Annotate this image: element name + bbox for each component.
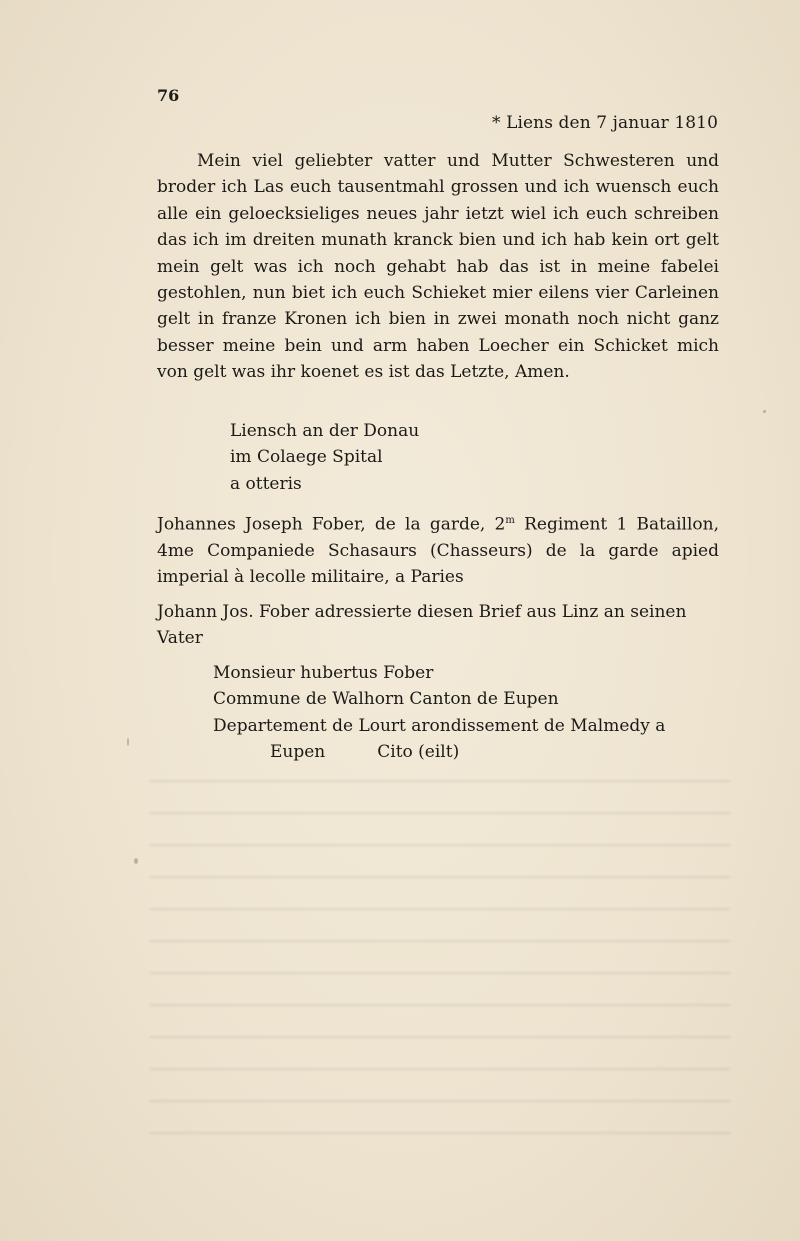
editor-note: Johann Jos. Fober adressierte diesen Brief aus Linz an seinen Vater — [157, 602, 687, 649]
recipient-cito: Cito (eilt) — [377, 742, 460, 762]
sender-address-line1: Johannes Joseph Fober, de la garde, 2 — [157, 514, 506, 535]
letter-dateline: * Liens den 7 januar 1810 — [491, 113, 718, 133]
bleed-through-text — [150, 760, 730, 1160]
letter-paragraph: Mein viel geliebter vatter und Mutter Schwesteren und broder ich Las euch tausentmahl grossen und ich wuensch euch alle ein geloecksieliges neues jahr ietzt wiel ich euch schreiben das ich im dreiten munath kranck bien und ich hab kein ort gelt mein gelt was ich noch gehabt hab das ist in meine fabelei gestohlen, nun biet ich euch Schieket mier eilens vier Carleinen gelt in franze Kronen ich bien in zwei monath noch nicht ganz besser meine bein und arm haben Loecher ein Schicket mich von gelt was ihr koenet es ist das Letzte, Amen. — [157, 151, 719, 383]
sender-address — [157, 508, 719, 591]
recipient-city: Eupen — [270, 742, 326, 762]
recipient-line-3: Departement de Lourt arondissement de Malmedy a — [213, 715, 666, 736]
paper-speck — [763, 410, 766, 413]
page-number: 76 — [157, 86, 180, 105]
closing-line-2: im Colaege Spital — [230, 447, 383, 468]
recipient-line-2: Commune de Walhorn Canton de Eupen — [213, 689, 559, 710]
recipient-address — [213, 660, 665, 739]
letter-closing — [230, 418, 419, 497]
sender-address-superscript: m — [505, 515, 515, 526]
closing-line-1: Liensch an der Donau — [230, 421, 420, 441]
recipient-city-line — [270, 742, 459, 762]
paper-speck — [134, 858, 138, 864]
recipient-line-1: Monsieur hubertus Fober — [213, 663, 434, 683]
paper-speck — [127, 738, 129, 746]
letter-body — [157, 148, 719, 386]
sender-address-rest: Regiment 1 Bataillon, 4me Companiede Schasaurs (Chasseurs) de la garde apied imperial à lecolle militaire, a Paries — [157, 514, 719, 588]
closing-line-3: a otteris — [230, 473, 302, 494]
sender-address-text — [157, 508, 719, 591]
